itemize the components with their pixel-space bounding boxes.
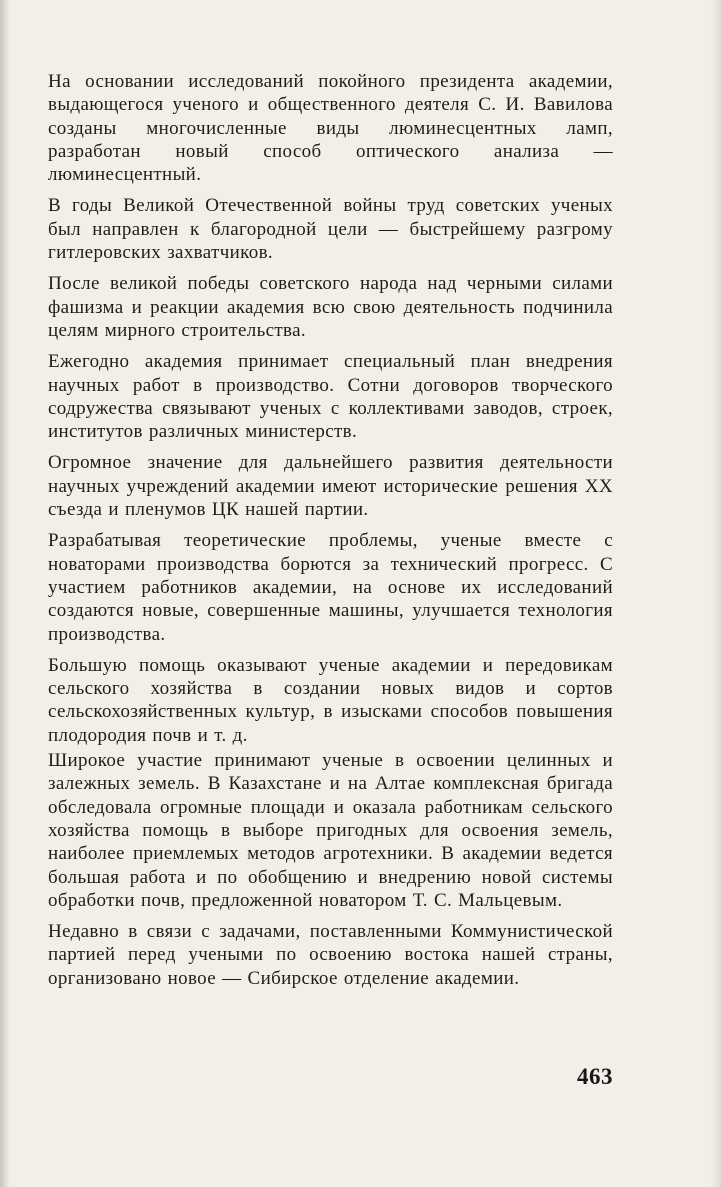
paragraph-siberian-branch: Недавно в связи с задачами, поставленными Коммунистической партией перед учеными по освоению востока нашей страны, организовано новое — Сибирское отделение академии.: [48, 921, 613, 989]
paragraph-congress-decisions: Огромное значение для дальнейшего развития деятельности научных учреждений академии имеют исторические решения XX съезда и пленумов ЦК нашей партии.: [48, 452, 613, 521]
page-number: 463: [577, 1064, 613, 1089]
paragraph-after-victory: После великой победы советского народа над черными силами фашизма и реакции академия всю свою деятельность подчинила целям мирного строительства.: [48, 273, 613, 341]
page-body-text: [48, 70, 613, 998]
paragraph-annual-plan: Ежегодно академия принимает специальный план внедрения научных работ в производство. Сотни договоров творческого содружества связывают ученых с коллективами заводов, строек, институтов различных министерств.: [48, 351, 613, 443]
page-edge-shadow-left: [0, 0, 10, 1187]
paragraph-war-years: В годы Великой Отечественной войны труд советских ученых был направлен к благородной цели — быстрейшему разгрому гитлеровских захватчиков.: [48, 195, 613, 264]
paragraph-virgin-lands: Широкое участие принимают ученые в освоении целинных и залежных земель. В Казахстане и на Алтае комплексная бригада обследовала огромные площади и оказала работникам сельского хозяйства помощь в выборе пригодных для освоения земель, наиболее приемлемых методов агротехники. В академии ведется большая работа и по обобщению и внедрению новой системы обработки почв, предложенной новатором Т. С. Мальцевым.: [48, 750, 613, 911]
paragraph-vavilov: На основании исследований покойного президента академии, выдающегося ученого и общественного деятеля С. И. Вавилова созданы многочисленные виды люминесцентных ламп, разработан новый способ оптического анализа — люминесцентный.: [48, 71, 613, 186]
page-edge-shadow-right: [711, 0, 721, 1187]
paragraph-technical-progress: Разрабатывая теоретические проблемы, ученые вместе с новаторами производства борются за технический прогресс. С участием работников академии, на основе их исследований создаются новые, совершенные машины, улучшается технология производства.: [48, 530, 613, 645]
paragraph-agriculture-help: Большую помощь оказывают ученые академии и передовикам сельского хозяйства в создании новых видов и сортов сельскохозяйственных культур, в изысками способов повышения плодородия почв и т. д.: [48, 654, 613, 746]
